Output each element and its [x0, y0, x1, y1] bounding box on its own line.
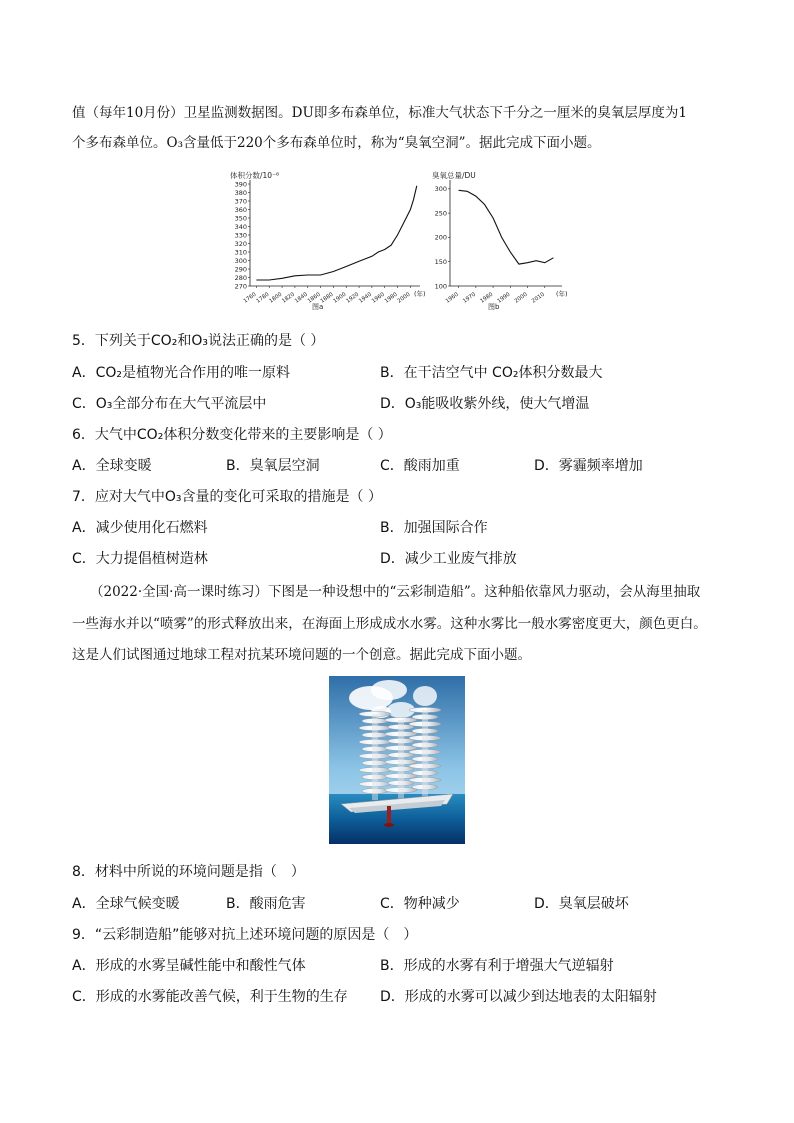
q6-option-c: C．酸雨加重 — [380, 458, 460, 474]
chart-a-x-tick-label: 1980 — [383, 291, 399, 305]
q8-option-c: C．物种减少 — [380, 896, 460, 912]
tower-column — [398, 720, 404, 800]
chart-b-caption: 图b — [488, 303, 500, 311]
chart-a-x-tick-label: 1900 — [332, 291, 348, 305]
chart-b-y-tick-label: 150 — [434, 258, 447, 267]
q9-option-d: D．形成的水雾可以减少到达地表的太阳辐射 — [380, 989, 657, 1005]
q5-option-a: A．CO₂是植物光合作用的唯一原料 — [72, 365, 290, 381]
chart-a-x-tick-label: 1780 — [255, 291, 271, 305]
passage2-line-2: 一些海水并以“喷雾”的形式释放出来，在海面上形成成水水雾。这种水雾比一般水雾密度更大，颜色更白。 — [72, 616, 707, 632]
chart-a-y-tick-label: 300 — [234, 256, 247, 265]
passage2-line-1: （2022·全国·高一课时练习）下图是一种设想中的“云彩制造船”。这种船依靠风力驱动，会从海里抽取 — [90, 584, 701, 600]
q8-option-b: B．酸雨危害 — [226, 896, 306, 912]
q6-option-b: B．臭氧层空洞 — [226, 458, 320, 474]
q9-option-c: C．形成的水雾能改善气候，利于生物的生存 — [72, 989, 348, 1005]
chart-a-caption: 图a — [312, 303, 324, 311]
chart-a-x-tick-label: 1860 — [306, 291, 322, 305]
chart-a-y-tick-label: 350 — [234, 214, 247, 223]
question-5-stem: 5．下列关于CO₂和O₃说法正确的是（ ） — [72, 333, 325, 349]
chart-a-y-tick-label: 310 — [234, 248, 247, 257]
q7-option-c: C．大力提倡植树造林 — [72, 551, 208, 567]
q6-option-d: D．雾霾频率增加 — [534, 458, 643, 474]
q5-option-b: B．在干洁空气中 CO₂体积分数最大 — [380, 365, 603, 381]
chart-a-x-tick-label: 1940 — [358, 291, 374, 305]
chart-a-y-tick-label: 340 — [234, 222, 247, 231]
question-6-stem: 6．大气中CO₂体积分数变化带来的主要影响是（ ） — [72, 427, 392, 443]
q8-option-d: D．臭氧层破坏 — [534, 896, 629, 912]
chart-a-y-tick-label: 290 — [234, 265, 247, 274]
q7-option-a: A．减少使用化石燃料 — [72, 520, 208, 536]
chart-a-y-tick-label: 370 — [234, 197, 247, 206]
chart-a-ylabel: 体积分数/10⁻⁶ — [230, 171, 280, 180]
passage2-line-3: 这是人们试图通过地球工程对抗某环境问题的一个创意。据此完成下面小题。 — [72, 647, 531, 663]
tower-column — [372, 714, 378, 800]
chart-a — [224, 168, 430, 314]
intro-line-1: 值（每年10月份）卫星监测数据图。DU即多布森单位，标准大气状态下千分之一厘米的臭氧层厚度为1 — [72, 105, 687, 121]
chart-a-y-tick-label: 280 — [234, 273, 247, 282]
chart-a-x-tick-label: 1880 — [319, 291, 335, 305]
chart-b-x-tick-label: 2010 — [531, 291, 546, 305]
chart-b-ylabel: 臭氧总量/DU — [432, 171, 476, 180]
tower-column — [422, 710, 428, 798]
chart-a-x-tick-label: 1840 — [293, 291, 309, 305]
chart-b-x-tick-label: 1990 — [496, 291, 512, 305]
chart-b-y-tick-label: 100 — [434, 282, 447, 291]
chart-a-x-tick-label: 1820 — [281, 291, 297, 305]
chart-b-x-tick-label: 2000 — [513, 291, 529, 305]
chart-a-x-tick-label: 1760 — [242, 291, 258, 305]
q5-option-d: D．O₃能吸收紫外线，使大气增温 — [380, 396, 590, 412]
chart-a-xunit: (年) — [414, 290, 426, 298]
chart-b-y-tick-label: 250 — [434, 209, 447, 218]
q6-option-a: A．全球变暖 — [72, 458, 152, 474]
chart-b-xunit: (年) — [556, 290, 568, 298]
chart-a-x-tick-label: 1800 — [268, 291, 284, 305]
chart-a-y-tick-label: 380 — [234, 188, 247, 197]
chart-a-y-tick-label: 320 — [234, 239, 247, 248]
chart-a-y-tick-label: 270 — [234, 282, 247, 291]
chart-b-line — [459, 190, 554, 264]
intro-line-2: 个多布森单位。O₃含量低于220个多布森单位时，称为“臭氧空洞”。据此完成下面小题。 — [72, 135, 601, 151]
chart-a-line — [256, 186, 416, 280]
q7-option-d: D．减少工业废气排放 — [380, 551, 517, 567]
chart-a-y-tick-label: 330 — [234, 231, 247, 240]
chart-b — [428, 168, 578, 314]
chart-b-x-tick-label: 1980 — [479, 291, 495, 305]
q7-option-b: B．加强国际合作 — [380, 520, 488, 536]
question-7-stem: 7．应对大气中O₃含量的变化可采取的措施是（ ） — [72, 489, 382, 505]
q8-option-a: A．全球气候变暖 — [72, 896, 180, 912]
cloud-ship-illustration — [329, 676, 465, 844]
chart-a-x-tick-label: 2000 — [396, 291, 412, 305]
question-8-stem: 8．材料中所说的环境问题是指（ ） — [72, 864, 305, 880]
q9-option-b: B．形成的水雾有利于增强大气逆辐射 — [380, 958, 614, 974]
chart-b-x-tick-label: 1960 — [444, 291, 460, 305]
chart-b-x-tick-label: 1970 — [462, 291, 477, 305]
chart-a-x-tick-label: 1960 — [370, 291, 386, 305]
question-9-stem: 9．“云彩制造船”能够对抗上述环境问题的原因是（ ） — [72, 927, 418, 943]
q5-option-c: C．O₃全部分布在大气平流层中 — [72, 396, 267, 412]
chart-b-y-tick-label: 300 — [434, 185, 447, 194]
chart-a-y-tick-label: 360 — [234, 205, 247, 214]
q9-option-a: A．形成的水雾呈碱性能中和酸性气体 — [72, 958, 306, 974]
chart-b-y-tick-label: 200 — [434, 233, 447, 242]
chart-a-y-tick-label: 390 — [234, 180, 247, 189]
chart-a-x-tick-label: 1920 — [345, 291, 361, 305]
